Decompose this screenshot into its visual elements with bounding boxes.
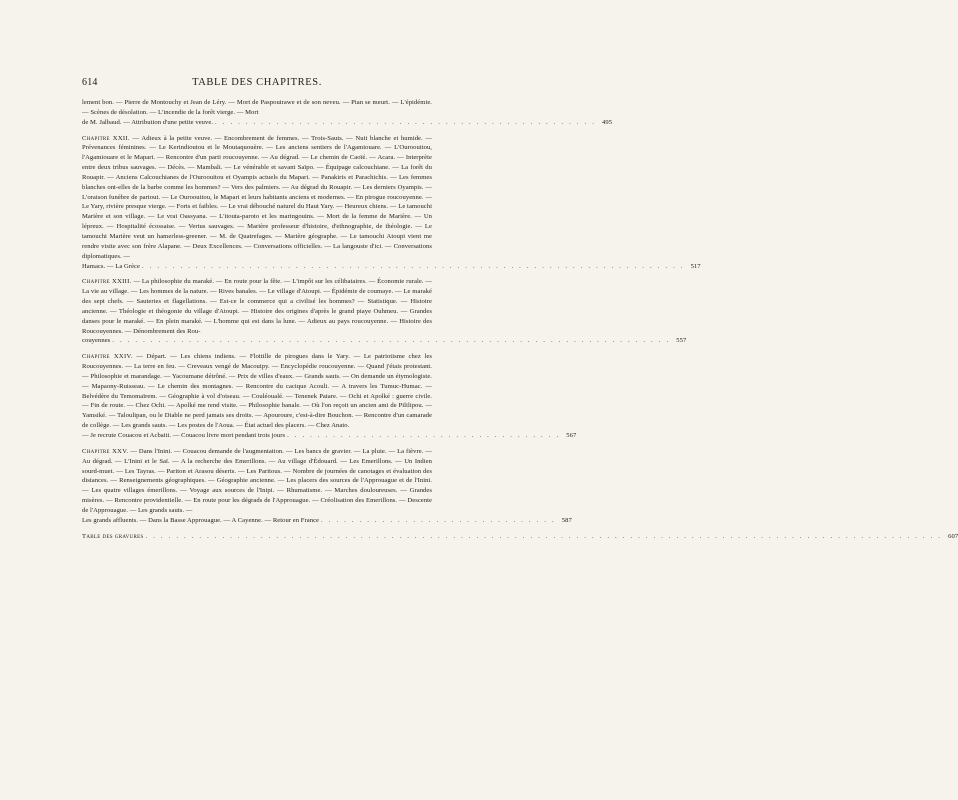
dot-leader: . . . . . . . . . . . . . . . . . . . . . . . . . . . . . . . . . . . . . . . . . . . . . . . . . . . . . . . . . . . . . . . . . . . . . . . . . . . . . . . . . . . . . . . . . . . . . . . . . . . . . . . .	[145, 532, 943, 540]
entry-text: — La philosophie du maraké. — En route pour la fête. — L'impôt sur les célibataires. — Économie rurale. — La vie au village. — Les hommes de la nature. — Rives banales. — Le village d'Atoupi. — Épidémie de coumaye. — Le maraké des sept chefs. — Sauteries et flagellations. — Est-ce le commerce qui a civilisé les hommes? — Statistique. — Histoire ancienne. — Théologie et théogonie du village d'Atoupi. — Histoire des origines d'après le grand piaye Ouhmeu. — Grandes danses pour le maraké. — En plein maraké. — L'homme qui est dans la lune. — Adieux au pays roucouyenne. — Histoire des Roucouyennes. — Dénombrement des Rou-	[82, 278, 432, 335]
entry-page-number: 587	[561, 516, 572, 524]
toc-entry	[82, 352, 577, 441]
dot-leader: . . . . . . . . . . . . . . . . . . . . . . . . . . . . . . . . . . . . . . . . . . . . . . . . . .	[215, 118, 597, 126]
toc-entry	[82, 447, 572, 526]
dot-leader: . . . . . . . . . . . . . . . . . . . . . . . . . . . . . . . . . . . . . . . . . . . . . . . . . . . . . . . . . . . . . . . . . . . . . . . . .	[112, 337, 671, 345]
page-number: 614	[82, 77, 98, 88]
entry-tail-text: de M. Jalbaud. — Attribution d'une petite veuve.	[82, 118, 214, 126]
dot-leader: . . . . . . . . . . . . . . . . . . . . . . . . . . . . . . .	[321, 516, 556, 524]
chapter-label: Table des gravures	[82, 532, 144, 540]
entry-page-number: 517	[690, 262, 701, 270]
entry-tail-text: Les grands affluents. — Dans la Basse Approuague. — A Cayenne. — Retour en France	[82, 516, 320, 524]
toc-entry	[82, 532, 958, 542]
running-title: TABLE DES CHAPITRES.	[192, 77, 322, 88]
dot-leader: . . . . . . . . . . . . . . . . . . . . . . . . . . . . . . . . . . . .	[287, 432, 561, 439]
dot-leader: . . . . . . . . . . . . . . . . . . . . . . . . . . . . . . . . . . . . . . . . . . . . . . . . . . . . . . . . . . . . . . . . . . . . . . .	[142, 262, 685, 270]
entry-tail-text: — Je recrute Couacou et Acbaiti. — Couacou livre mort pendant trois jours	[82, 432, 286, 439]
entry-tail-text: Hamacs. — La Grèce	[82, 262, 141, 270]
entry-tail-text: couyennes	[82, 337, 111, 345]
table-of-contents	[82, 98, 958, 541]
toc-entry	[82, 98, 613, 128]
entry-page-number: 567	[566, 432, 577, 439]
entry-tail	[82, 262, 701, 272]
entry-text: — Dans l'Inini. — Couacou demande de l'augmentation. — Les bancs de gravier. — La pluie. — La fièvre. — Au dégrad. — L'Inini et le Saï. — A la recherche des Emerillons. — Au village d'Édouard. — Les Emerillons. — Un Indien sourd-muet. — Les Tayras. — Pariton et Arasou déserts. — Les Paritous. — Nombre de journées de canotages et évaluation des distances. — Renseignements géographiques. — Géographie ancienne. — Les placers des sources de l'Approuague et de l'Inini. — Les quatre villages émerillons. — Voyage aux sources de l'Inipi. — Rhumatisme. — Marches douloureuses. — Grandes misères. — Rencontre providentielle. — En route pour les dégrads de l'Approuague. — Créolisation des Emerillons. — Descente de l'Approuague. — Les grands sauts. —	[82, 447, 433, 514]
entry-tail	[82, 118, 613, 128]
entry-page-number: 557	[676, 337, 687, 345]
entry-page-number: 495	[602, 118, 613, 126]
entry-tail	[82, 532, 958, 542]
entry-text: lement bon. — Pierre de Montouchy et Jean de Léry. — Mort de Paspouirawe et de son neveu. — Pian se meurt. — L'épidémie. — Scènes de désolation. — L'incendie de la forêt vierge. — Mort	[82, 99, 432, 116]
chapter-label: Chapitre XXII.	[82, 134, 130, 142]
entry-page-number: 607	[948, 532, 958, 540]
entry-tail	[82, 431, 577, 441]
entry-text: — Adieux à la petite veuve. — Encombrement de femmes. — Trois-Sauts. — Nuit blanche et humide. — Prévenances féminines. — Le Kerindioutou et le Moutaquouère. — Les anciens sentiers de l'Agamiouare. — L'Ouroouitou, l'Agamiouare et le Mapari. — Rencontre d'un parti roucouyenne. — Au dégrad. — Le chemin de Caoïé. — Acara. — Interprète entre deux tribus sauvages. — Décès. — Mambali. — Le vénérable et savant Saïpo. — Équipage calcouchiane. — La forêt du Rouapir. — Anciens Calcouchianes de l'Ouroouitou et Oyampis actuels du Mapari. — Panakiris et Parachichis. — Les femmes blanches ont-elles de la barbe comme les hommes? — Vers des palmiers. — Au dégrad du Rouapir. — Les derniers Oyampis. — L'oraison funèbre de partout. — Le Ouroouitou, le Mapari et leurs habitants anciens et modernes. — En pirogue roucouyenne. — Le Yary, rivière presque vierge. — Forts et faibles. — Le vrai débouché naturel du Haut Yary. — Heureux chiens. — Le tamouchi Marière et son village. — Le vrai Oassyana. — L'itouta-paroto et les maringouins. — Mort de la femme de Marière. — Un lépreux. — Hospitalité écossaise. — Vertus sauvages. — Marière professeur d'histoire, d'ethnographie, de théologie. — Le tamouchi Marière veut un hamerless-greener. — M. de Quatrefages. — Marière géographe. — Le tamouchi Atoupi vient me rendre visite avec son frère Alapane. — Deux Excellences. — Conversations officielles. — La langouste d'ici. — Conversations diplomatiques. —	[82, 134, 433, 260]
entry-text: — Départ. — Les chiens indiens. — Flottille de pirogues dans le Yary. — Le patriotisme chez les Roucouyennes. — La terre en feu. — Creveaux vengé de Macouipy. — Encyclopédie roucouyenne. — Quand j'étais protestant. — Philosophie et marandage. — Yacoumane détrôné. — Prix de villes d'eaux. — Grands sauts. — On demande un étymologiste. — Mapaony-Ruisseau. — Le chemin des montagnes. — Rencontre du cacique Acouli. — A travers les Tumuc-Humac. — Belvédère du Temomaïrem. — Géographie à vol d'oiseau. — Couléoualé. — Tenenek Patare. — Ochi et Apolké : guerre civile. — Fin de route. — Chez Ochi. — Apolké me rend visite. — Philosophie banale. — Où l'on reçoit un ancien ami de Pililipou. — Yamsiké. — Taloulipan, ou le Diable ne perd jamais ses droits. — Apouroure, c'est-à-dire Bouchon. — Rencontre d'un camarade de collège. — Les grands sauts. — Les postes de l'Aoua. — État actuel des placers. — Chez Anato.	[82, 353, 432, 430]
chapter-label: Chapitre XXIV.	[82, 353, 133, 361]
entry-tail	[82, 336, 687, 346]
chapter-label: Chapitre XXIII.	[82, 278, 132, 286]
page-header	[82, 77, 432, 91]
chapter-label: Chapitre XXV.	[82, 447, 129, 455]
toc-entry	[82, 134, 701, 272]
entry-tail	[82, 516, 572, 526]
toc-entry	[82, 277, 687, 346]
